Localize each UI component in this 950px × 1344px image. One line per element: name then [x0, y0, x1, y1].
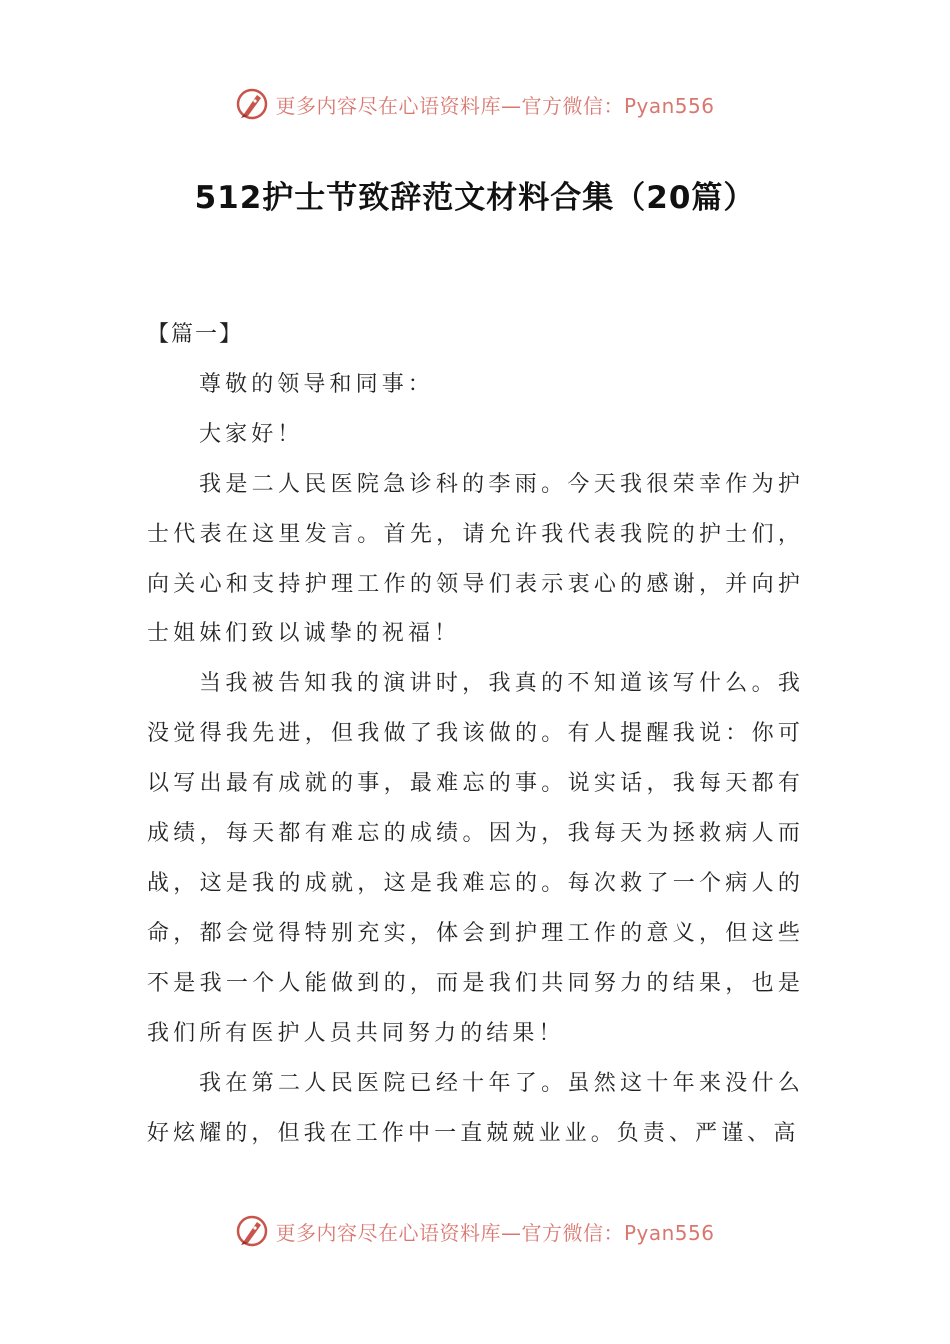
watermark-text: 更多内容尽在心语资料库—官方微信：Pyan556: [275, 93, 715, 118]
paragraph-greeting: 大家好！: [199, 421, 304, 447]
watermark-banner-top: [0, 84, 950, 124]
paragraph-intro: 我是二人民医院急诊科的李雨。今天我很荣幸作为护士代表在这里发言。首先，请允许我代表我院的护士们，向关心和支持护理工作的领导们表示衷心的感谢，并向护士姐妹们致以诚挚的祝福！: [147, 471, 804, 647]
document-title: 512护士节致辞范文材料合集（20篇）: [194, 180, 756, 216]
paragraph-achievement: 当我被告知我的演讲时，我真的不知道该写什么。我没觉得我先进，但我做了我该做的。有人提醒我说：你可以写出最有成就的事，最难忘的事。说实话，我每天都有成绩，每天都有难忘的成绩。因为，我每天为拯救病人而战，这是我的成就，这是我难忘的。每次救了一个病人的命，都会觉得特别充实，体会到护理工作的意义，但这些不是我一个人能做到的，而是我们共同努力的结果，也是我们所有医护人员共同努力的结果！: [147, 671, 804, 1046]
section-label: 【篇一】: [147, 322, 244, 347]
document-body: [147, 310, 804, 1158]
pen-nib-logo-icon: [235, 1214, 269, 1248]
pen-nib-logo-icon: [235, 87, 269, 121]
paragraph-ten-years: 我在第二人民医院已经十年了。虽然这十年来没什么好炫耀的，但我在工作中一直兢兢业业。负责、严谨、高: [147, 1070, 804, 1146]
watermark-banner-bottom: [0, 1211, 950, 1251]
paragraph-salutation: 尊敬的领导和同事：: [199, 371, 434, 397]
watermark-text: 更多内容尽在心语资料库—官方微信：Pyan556: [275, 1220, 715, 1245]
